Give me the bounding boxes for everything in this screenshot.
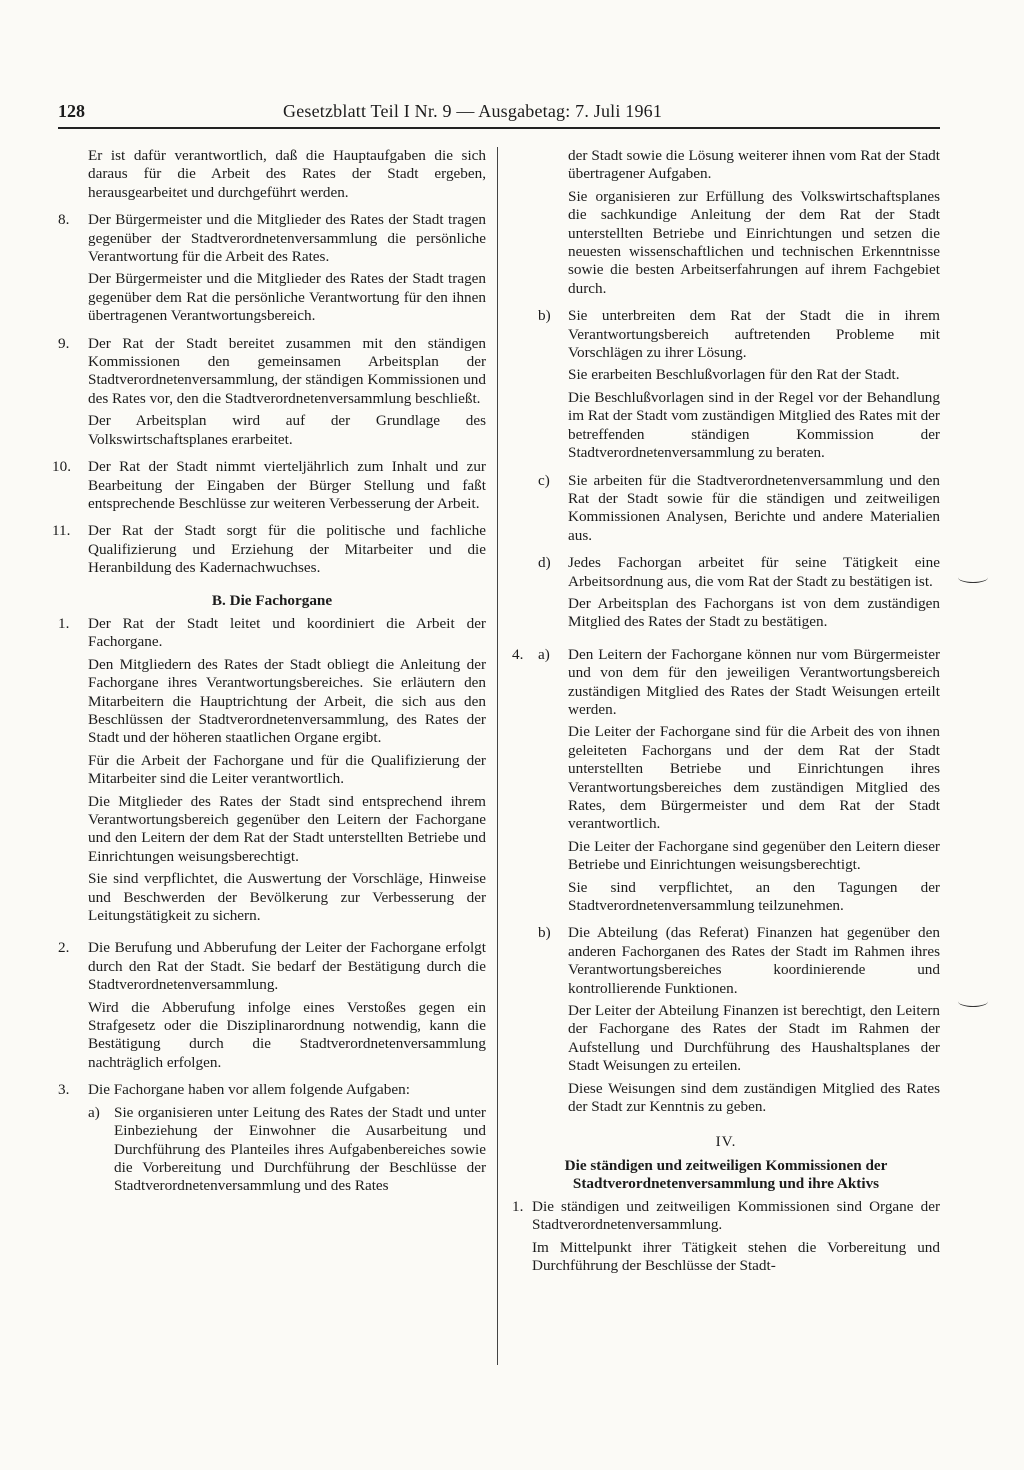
item-number: 1. xyxy=(512,1197,524,1215)
left-column xyxy=(52,147,486,1196)
margin-mark xyxy=(958,996,988,1007)
section-item-10 xyxy=(52,458,486,513)
paragraph: Der Rat der Stadt leitet und koordiniert die Arbeit der Fachorgane. xyxy=(88,614,486,651)
paragraph: Sie unterbreiten dem Rat der Stadt die in ihrem Verantwortungsbereich auftretenden Probleme mit Vorschlägen zu ihrer Lösung. xyxy=(568,307,940,362)
right-column xyxy=(512,147,940,1276)
subitem-label: d) xyxy=(538,554,551,572)
section-heading-kommissionen: Die ständigen und zeitweiligen Kommissionen der Stadtverordnetenversammlung und ihre Aktivs xyxy=(564,1156,888,1192)
subitem-d xyxy=(512,554,940,632)
subitem-a xyxy=(88,1104,486,1196)
paragraph: Sie organisieren unter Leitung des Rates der Stadt und unter Einbeziehung der Einwohner die Ausarbeitung und Durchführung des Planteiles ihres Aufgabenbereiches sowie die Vorbereitung und Durchführung der Beschlüsse der Stadtverordnetenversammlung und des Rates xyxy=(114,1103,486,1195)
subitem-label: a) xyxy=(538,645,550,663)
paragraph: Die Mitglieder des Rates der Stadt sind entsprechend ihrem Verantwortungsbereich gegenüber den Leitern der Fachorgane und den Leitern der dem Rat der Stadt unterstellten Betriebe und Einrichtungen weisungsberechtigt. xyxy=(88,792,486,865)
item-number: 4. xyxy=(512,645,524,663)
section-item-4 xyxy=(512,646,940,1117)
paragraph: Der Rat der Stadt sorgt für die politische und fachliche Qualifizierung und Erziehung der Mitarbeiter und die Heranbildung des Kadernachwuchses. xyxy=(88,522,486,577)
subitem-b xyxy=(512,307,940,462)
paragraph: Den Leitern der Fachorgane können nur vom Bürgermeister und von dem für den jeweiligen Verantwortungsbereich zuständigen Mitglied des Rates der Stadt Weisungen erteilt werden. xyxy=(568,645,940,718)
header-rule xyxy=(58,127,940,129)
paragraph: Im Mittelpunkt ihrer Tätigkeit stehen die Vorbereitung und Durchführung der Beschlüsse der Stadt- xyxy=(532,1238,940,1275)
paragraph: Die Leiter der Fachorgane sind für die Arbeit des von ihnen geleiteten Fachorgans und der dem Rat der Stadt unterstellten Betriebe und Einrichtungen ihres Verantwortungsbereiches dem zuständigen Mitglied des Rates, dem Bürgermeister und dem Rat der Stadt verantwortlich. xyxy=(568,723,940,833)
paragraph: Der Arbeitsplan des Fachorgans ist von dem zuständigen Mitglied des Rates der Stadt zu bestätigen. xyxy=(568,594,940,631)
paragraph: Die Abteilung (das Referat) Finanzen hat gegenüber den anderen Fachorganen des Rates der Stadt im Rahmen ihres Verantwortungsbereiches koordinierende und kontrollierende Funktionen. xyxy=(568,924,940,997)
item-number: 2. xyxy=(58,939,70,957)
paragraph: Der Arbeitsplan wird auf der Grundlage des Volkswirtschaftsplanes erarbeitet. xyxy=(88,412,486,448)
section-heading-fachorgane: B. Die Fachorgane xyxy=(211,591,333,609)
paragraph: Die Beschlußvorlagen sind in der Regel vor der Behandlung im Rat der Stadt vom zuständigen Mitglied des Rates mit der betreffenden ständigen Kommission der Stadtverordnetenversammlung zu beraten. xyxy=(568,388,940,462)
fachorgane-item-2 xyxy=(58,939,486,1072)
paragraph: Sie sind verpflichtet, an den Tagungen der Stadtverordnetenversammlung teilzunehmen. xyxy=(568,878,940,915)
column-divider xyxy=(497,147,498,1365)
paragraph: Sie erarbeiten Beschlußvorlagen für den Rat der Stadt. xyxy=(568,366,900,384)
paragraph: Die ständigen und zeitweiligen Kommissionen sind Organe der Stadtverordnetenversammlung. xyxy=(532,1197,940,1234)
paragraph: Der Rat der Stadt nimmt vierteljährlich zum Inhalt und zur Bearbeitung der Eingaben der Bürger Stellung und faßt entsprechende Beschlüsse zur weiteren Verbesserung der Arbeit. xyxy=(88,458,486,512)
subitem-label: c) xyxy=(538,471,550,489)
subitem-label: b) xyxy=(538,924,551,942)
margin-mark xyxy=(958,572,988,583)
paragraph: Wird die Abberufung infolge eines Verstoßes gegen ein Strafgesetz oder die Disziplinarordnung notwendig, kann die Bestätigung durch die Stadtverordnetenversammlung nachträglich erfolgen. xyxy=(88,998,486,1071)
section-item-8 xyxy=(58,211,486,325)
paragraph: Jedes Fachorgan arbeitet für seine Tätigkeit eine Arbeitsordnung aus, die vom Rat der Stadt zu bestätigen ist. xyxy=(568,554,940,590)
paragraph: Die Leiter der Fachorgane sind gegenüber den Leitern dieser Betriebe und Einrichtungen weisungsberechtigt. xyxy=(568,837,940,874)
paragraph: Den Mitgliedern des Rates der Stadt obliegt die Anleitung der Fachorgane ihres Verantwortungsbereiches. Sie erläutern den Mitarbeitern die Hauptrichtung der Arbeit, die sich aus den Beschlüssen der Stadtverordnetenversammlung, des Rates der Stadt und der höheren staatlichen Organe ergibt. xyxy=(88,655,486,747)
paragraph: Für die Arbeit der Fachorgane und für die Qualifizierung der Mitarbeiter sind die Leiter verantwortlich. xyxy=(88,751,486,788)
paragraph: Der Leiter der Abteilung Finanzen ist berechtigt, den Leitern der Fachorgane des Rates der Stadt im Rahmen der Aufstellung und Durchführung des Haushaltsplanes der Stadt Weisungen zu erteilen. xyxy=(568,1002,940,1075)
running-title: Gesetzblatt Teil I Nr. 9 — Ausgabetag: 7. Juli 1961 xyxy=(283,101,663,121)
paragraph: Sie arbeiten für die Stadtverordnetenversammlung und den Rat der Stadt sowie für die ständigen und zeitweiligen Kommissionen Analysen, Berichte und andere Materialien aus. xyxy=(568,471,940,544)
paragraph: Sie organisieren zur Erfüllung des Volkswirtschaftsplanes die sachkundige Anleitung der dem Rat der Stadt unterstellten Betriebe und Einrichtungen und setzen die neuesten wissenschaftlichen und technischen Erkenntnisse sowie die besten Arbeitserfahrungen auf ihrem Fachgebiet durch. xyxy=(568,187,940,297)
item-number: 9. xyxy=(58,334,70,352)
item-number: 10. xyxy=(52,458,71,476)
page-number: 128 xyxy=(58,101,85,121)
section-heading-iv: IV. xyxy=(715,1132,737,1150)
paragraph: Der Bürgermeister und die Mitglieder des Rates der Stadt tragen gegenüber der Stadtverordnetenversammlung die persönliche Verantwortung für die Arbeit des Rates. xyxy=(88,211,486,266)
paragraph: Die Fachorgane haben vor allem folgende Aufgaben: xyxy=(88,1081,410,1099)
item4-subitem-b xyxy=(538,924,940,1116)
section-item-11 xyxy=(52,522,486,577)
paragraph-continued: der Stadt sowie die Lösung weiterer ihnen vom Rat der Stadt übertragener Aufgaben. xyxy=(568,147,940,183)
section-item-9 xyxy=(58,335,486,449)
subitem-label: b) xyxy=(538,307,551,325)
item-number: 1. xyxy=(58,614,70,632)
item-number: 11. xyxy=(52,522,71,540)
kommissionen-item-1 xyxy=(512,1198,940,1276)
subitem-label: a) xyxy=(88,1103,100,1121)
paragraph: Diese Weisungen sind dem zuständigen Mitglied des Rates der Stadt zur Kenntnis zu geben. xyxy=(568,1079,940,1116)
fachorgane-item-1 xyxy=(58,615,486,926)
paragraph: Sie sind verpflichtet, die Auswertung der Vorschläge, Hinweise und Beschwerden der Bevölkerung zur Verbesserung der Leitungstätigkeit zu sichern. xyxy=(88,870,486,925)
item-number: 3. xyxy=(58,1081,70,1099)
intro-paragraph: Er ist dafür verantwortlich, daß die Hauptaufgaben die sich daraus für die Arbeit des Rates der Stadt ergeben, herausgearbeitet und durchgeführt werden. xyxy=(88,147,486,201)
paragraph: Die Berufung und Abberufung der Leiter der Fachorgane erfolgt durch den Rat der Stadt. Sie bedarf der Bestätigung durch die Stadtverordnetenversammlung. xyxy=(88,939,486,994)
paragraph: Der Rat der Stadt bereitet zusammen mit den ständigen Kommissionen den gemeinsamen Arbeitsplan der Stadtverordnetenversammlung, der ständigen Kommissionen und des Rates vor, den die Stadtverordnetenversammlung beschließt. xyxy=(88,334,486,407)
subitem-c xyxy=(512,472,940,546)
item-number: 8. xyxy=(58,211,70,229)
fachorgane-item-3 xyxy=(58,1081,486,1195)
paragraph: Der Bürgermeister und die Mitglieder des Rates der Stadt tragen gegenüber dem Rat die persönliche Verantwortung für den ihnen übertragenen Verantwortungsbereich. xyxy=(88,270,486,325)
